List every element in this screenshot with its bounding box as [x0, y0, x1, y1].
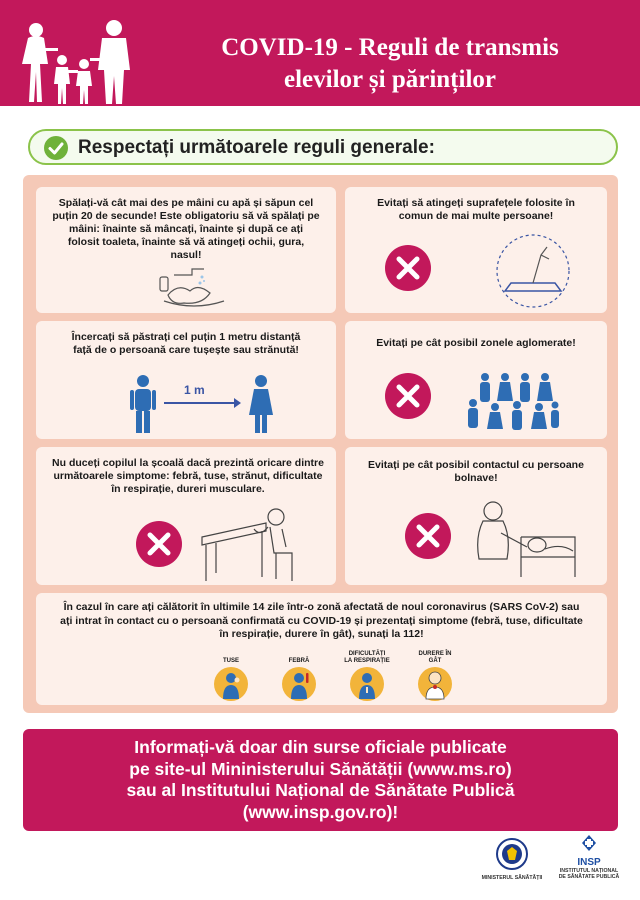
rule-surfaces-text: Evitați să atingeți suprafețele folosite în comun de mai multe persoane! [377, 197, 575, 222]
header-banner [0, 0, 640, 106]
rule-school-text: Nu duceți copilul la școală dacă prezintă oricare dintre următoarele simptome: febră, tuse, strănut, dificultate în respirație, dureri musculare. [52, 457, 324, 495]
rule-card-wash-hands [36, 187, 336, 313]
symptom-breathing [344, 649, 390, 706]
fever-icon [282, 667, 316, 701]
family-silhouette-icon [18, 20, 138, 106]
rule-travel-text: În cazul în care ați călătorit în ultimile 14 zile într-o zonă afectată de noul coronavirus (SARS CoV-2) sau ați intrat în contact cu o persoană confirmată cu COVID-19 și prezentați simptome (febră, tuse, dificultate în respirație, durere în gât), sunați la 112! [60, 601, 583, 640]
title-line-1: COVID-19 - Reguli de transmis [221, 34, 559, 61]
sore-throat-icon [418, 667, 452, 701]
insp-logo [556, 834, 622, 880]
title-line-2: elevilor și părinților [283, 66, 496, 93]
ministry-of-health-logo [480, 838, 544, 881]
insp-short-name: INSP [577, 857, 601, 868]
page-title [150, 32, 630, 96]
rules-panel [23, 175, 618, 713]
rule-sick-text: Evitați pe cât posibil contactul cu persoane bolnave! [368, 459, 584, 484]
cough-icon [214, 667, 248, 701]
footer-line-2: pe site-ul Mininisterului Sănătății (www.ms.ro) [129, 758, 512, 779]
official-sources-text [33, 737, 608, 823]
rule-distance-text: Încercați să păstrați cel puțin 1 metru distanță față de o persoană care tușește sau strănută! [71, 331, 301, 356]
insp-emblem-icon [574, 834, 604, 852]
footer-line-3: sau al Institutului Național de Sănătate Publică [126, 780, 515, 800]
forbidden-cross-icon [385, 373, 431, 419]
rule-card-crowded [345, 321, 607, 439]
rule-card-call-112 [36, 593, 607, 705]
distance-label: 1 m [184, 383, 205, 397]
touch-surface-icon [493, 233, 573, 309]
rule-card-school [36, 447, 336, 585]
symptom-sore-throat [412, 649, 458, 706]
general-rules-label: Respectați următoarele reguli generale: [78, 137, 435, 158]
forbidden-cross-icon [385, 245, 431, 291]
rule-card-surfaces [345, 187, 607, 313]
student-at-desk-icon [196, 507, 306, 583]
insp-caption-line-1: INSTITUTUL NAȚIONAL [559, 868, 619, 874]
rule-card-distance [36, 321, 336, 439]
footer-line-4: (www.insp.gov.ro)! [242, 801, 399, 822]
official-sources-banner [23, 729, 618, 831]
forbidden-cross-icon [405, 513, 451, 559]
symptom-label: TUSE [222, 658, 239, 664]
sick-person-in-bed-icon [471, 497, 581, 581]
rule-card-sick-contact [345, 447, 607, 585]
rule-crowded-text: Evitați pe cât posibil zonele aglomerate! [376, 337, 576, 349]
man-figure-icon [128, 375, 158, 435]
check-circle-icon [44, 136, 68, 160]
crowd-icon [465, 371, 561, 433]
insp-caption-line-2: DE SĂNĂTATE PUBLICĂ [558, 874, 620, 880]
woman-figure-icon [246, 375, 276, 435]
hand-washing-icon [154, 261, 234, 311]
breathing-icon [350, 667, 384, 701]
ministry-caption: MINISTERUL SĂNĂTĂȚII [481, 875, 543, 881]
symptom-cough [208, 649, 254, 706]
footer-line-1: Informați-vă doar din surse oficiale publicate [134, 737, 507, 757]
forbidden-cross-icon [136, 521, 182, 567]
symptom-fever [276, 649, 322, 706]
symptom-label: DIFICULTĂȚI LA RESPIRAȚIE [344, 651, 390, 664]
general-rules-heading [28, 129, 618, 165]
rule-wash-text: Spălați-vă cât mai des pe mâini cu apă și săpun cel puțin 20 de secunde! Este obligatoriu să vă spălați pe mâini: înainte să mâncați, înainte și după ce ați folosit toaleta, înainte să vă atingeți ochii, gura, nasul! [52, 197, 320, 261]
ministry-seal-icon [496, 838, 528, 870]
symptom-label: FEBRĂ [288, 658, 310, 664]
symptom-label: DURERE ÎN GÂT [418, 651, 452, 664]
